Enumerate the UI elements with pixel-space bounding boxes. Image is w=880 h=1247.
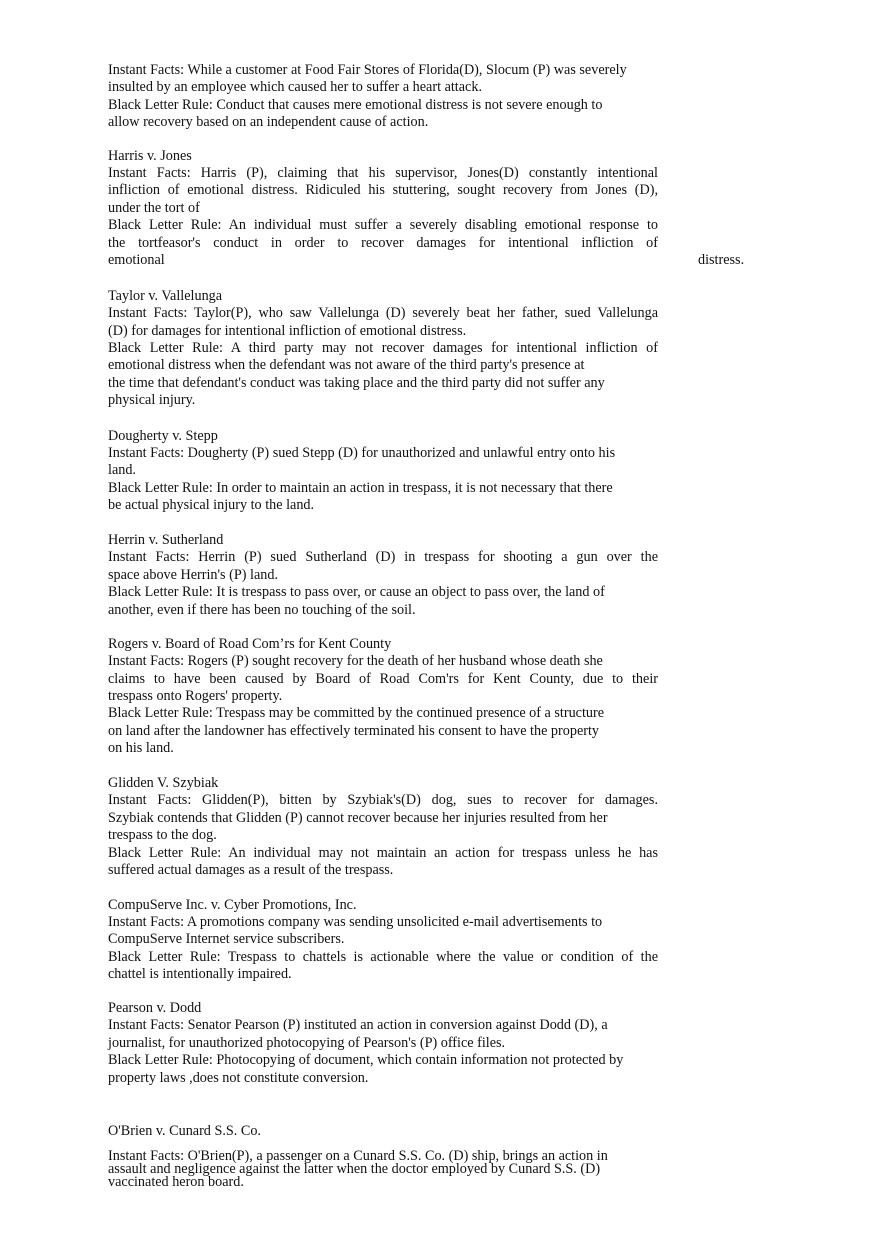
text-line: vaccinated heron board. [108, 1174, 244, 1190]
text-line: Szybiak contends that Glidden (P) cannot recover because her injuries resulted from her [108, 810, 608, 826]
text-line: chattel is intentionally impaired. [108, 966, 292, 982]
text-line: Black Letter Rule: An individual may not maintain an action for trespass unless he has [108, 845, 658, 861]
case-title: Herrin v. Sutherland [108, 532, 224, 548]
text-line: Black Letter Rule: Photocopying of document, which contain information not protected by [108, 1052, 624, 1068]
text-line: the tortfeasor's conduct in order to recover damages for intentional infliction of [108, 235, 658, 251]
case-title: CompuServe Inc. v. Cyber Promotions, Inc. [108, 897, 357, 913]
case-title: Dougherty v. Stepp [108, 428, 218, 444]
text-line: emotional distress when the defendant was not aware of the third party's presence at [108, 357, 585, 373]
text-line: be actual physical injury to the land. [108, 497, 315, 513]
text-line: another, even if there has been no touching of the soil. [108, 602, 416, 618]
case-title: Taylor v. Vallelunga [108, 288, 223, 304]
case-title: Pearson v. Dodd [108, 1000, 202, 1016]
case-title: Rogers v. Board of Road Com’rs for Kent County [108, 636, 392, 652]
text-line: on land after the landowner has effectively terminated his consent to have the property [108, 723, 599, 739]
text-line: Black Letter Rule: Trespass to chattels is actionable where the value or condition of the [108, 949, 658, 965]
text-line: land. [108, 462, 136, 478]
text-line: infliction of emotional distress. Ridiculed his stuttering, sought recovery from Jones (D), [108, 182, 658, 198]
case-title: Glidden V. Szybiak [108, 775, 219, 791]
text-line: Instant Facts: Rogers (P) sought recovery for the death of her husband whose death she [108, 653, 603, 669]
text-line: Instant Facts: O'Brien(P), a passenger on a Cunard S.S. Co. (D) ship, brings an action in [108, 1148, 608, 1164]
text-line: the time that defendant's conduct was taking place and the third party did not suffer any [108, 375, 605, 391]
text-line: Black Letter Rule: It is trespass to pass over, or cause an object to pass over, the land of [108, 584, 605, 600]
text-line: CompuServe Internet service subscribers. [108, 931, 345, 947]
text-line: journalist, for unauthorized photocopying of Pearson's (P) office files. [108, 1035, 506, 1051]
case-title: Harris v. Jones [108, 148, 192, 164]
text-line: Instant Facts: Taylor(P), who saw Vallelunga (D) severely beat her father, sued Vallelunga [108, 305, 658, 321]
text-line: Black Letter Rule: In order to maintain an action in trespass, it is not necessary that there [108, 480, 613, 496]
text-line: insulted by an employee which caused her to suffer a heart attack. [108, 79, 482, 95]
text-line: Instant Facts: Herrin (P) sued Sutherland (D) in trespass for shooting a gun over the [108, 549, 658, 565]
text-line: Instant Facts: A promotions company was sending unsolicited e-mail advertisements to [108, 914, 603, 930]
text-line: physical injury. [108, 392, 196, 408]
text-line: trespass onto Rogers' property. [108, 688, 283, 704]
text-line: Instant Facts: Dougherty (P) sued Stepp (D) for unauthorized and unlawful entry onto his [108, 445, 616, 461]
text-line: assault and negligence against the latter when the doctor employed by Cunard S.S. (D) [108, 1161, 601, 1177]
text-line: Instant Facts: Senator Pearson (P) instituted an action in conversion against Dodd (D), a [108, 1017, 608, 1033]
text-line: distress. [698, 252, 745, 268]
text-line: Black Letter Rule: Trespass may be committed by the continued presence of a structure [108, 705, 605, 721]
text-line: (D) for damages for intentional infliction of emotional distress. [108, 323, 467, 339]
text-line: allow recovery based on an independent cause of action. [108, 114, 429, 130]
text-line: suffered actual damages as a result of the trespass. [108, 862, 394, 878]
text-line: Black Letter Rule: An individual must suffer a severely disabling emotional response to [108, 217, 658, 233]
text-line: Instant Facts: Harris (P), claiming that his supervisor, Jones(D) constantly intentional [108, 165, 658, 181]
text-line: on his land. [108, 740, 174, 756]
text-line: emotional [108, 252, 165, 268]
text-line: space above Herrin's (P) land. [108, 567, 278, 583]
text-line: under the tort of [108, 200, 200, 216]
text-line: claims to have been caused by Board of Road Com'rs for Kent County, due to their [108, 671, 658, 687]
case-title: O'Brien v. Cunard S.S. Co. [108, 1123, 261, 1139]
text-line: Black Letter Rule: Conduct that causes mere emotional distress is not severe enough to [108, 97, 603, 113]
text-line: Black Letter Rule: A third party may not recover damages for intentional infliction of [108, 340, 658, 356]
text-line: trespass to the dog. [108, 827, 217, 843]
text-line: Instant Facts: Glidden(P), bitten by Szybiak's(D) dog, sues to recover for damages. [108, 792, 658, 808]
text-line: Instant Facts: While a customer at Food Fair Stores of Florida(D), Slocum (P) was severely [108, 62, 627, 78]
text-line: property laws ,does not constitute conversion. [108, 1070, 369, 1086]
